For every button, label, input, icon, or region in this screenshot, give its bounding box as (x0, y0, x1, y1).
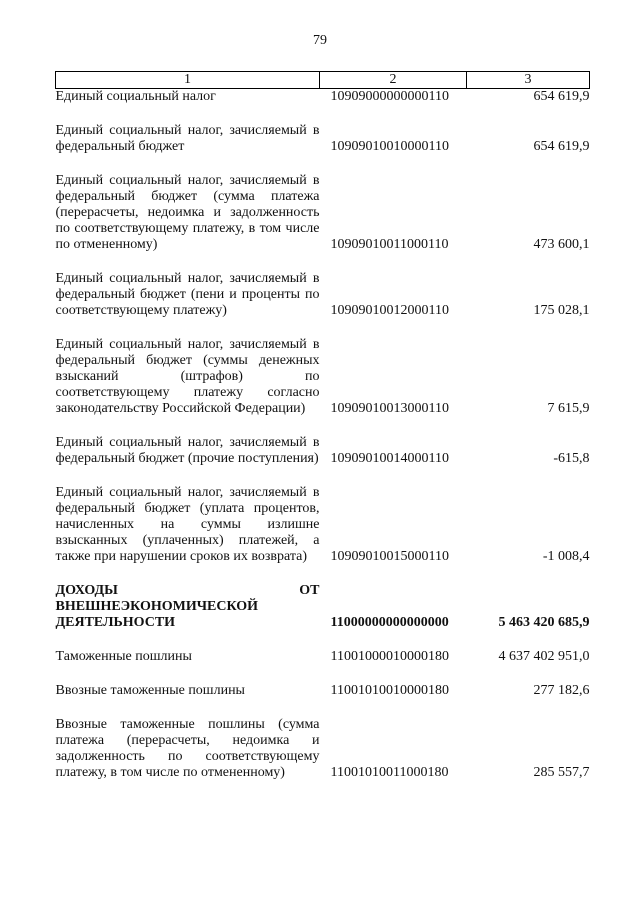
row-code-cell: 11001000010000180 (330, 649, 449, 664)
row-amount-cell: 654 619,9 (533, 139, 590, 154)
row-name-cell: Ввозные таможенные пошлины (сумма платежа (перерасчеты, недоимка и задолженность по соответствующему платежу, в том числе по отмененному) (55, 717, 320, 780)
row-amount-cell: 4 637 402 951,0 (498, 649, 590, 664)
page-number: 79 (313, 33, 327, 48)
row-code-cell: 10909010012000110 (330, 303, 449, 318)
row-amount-cell: -1 008,4 (542, 549, 590, 564)
row-spacer (56, 467, 590, 485)
table-row (56, 717, 590, 781)
row-amount-cell: 654 619,9 (533, 89, 590, 104)
row-amount-cell: 5 463 420 685,9 (498, 615, 590, 630)
row-spacer (56, 631, 590, 649)
table-row (56, 89, 590, 106)
row-spacer-cell (56, 319, 590, 337)
table-row (56, 583, 590, 631)
column-header-2: 2 (320, 72, 467, 89)
table-row (56, 485, 590, 565)
row-spacer-cell (56, 699, 590, 717)
row-code-cell: 10909010010000110 (330, 139, 449, 154)
row-code-cell: 11000000000000000 (330, 615, 449, 630)
row-name-cell: Единый социальный налог, зачисляемый в федеральный бюджет (55, 123, 320, 154)
row-spacer-cell (56, 631, 590, 649)
column-header-3: 3 (467, 72, 590, 89)
row-code-cell: 11001010011000180 (330, 765, 449, 780)
row-spacer (56, 665, 590, 683)
column-header-1: 1 (56, 72, 320, 89)
table-row (56, 123, 590, 155)
table-row (56, 649, 590, 665)
row-name-cell: Единый социальный налог, зачисляемый в федеральный бюджет (пени и проценты по соответствующему платежу) (55, 271, 320, 318)
row-spacer (56, 319, 590, 337)
row-name-cell: Единый социальный налог (55, 89, 216, 104)
row-amount-cell: 473 600,1 (533, 237, 590, 252)
row-spacer-cell (56, 417, 590, 435)
row-amount-cell: 7 615,9 (547, 401, 590, 416)
row-amount-cell: 285 557,7 (533, 765, 590, 780)
row-spacer (56, 253, 590, 271)
row-amount-cell: -615,8 (553, 451, 590, 466)
row-code-cell: 10909010013000110 (330, 401, 449, 416)
row-name-cell: Ввозные таможенные пошлины (55, 683, 245, 698)
table-header-row (56, 72, 590, 89)
budget-table (55, 71, 590, 781)
row-code-cell: 10909010011000110 (330, 237, 449, 252)
row-code-cell: 10909000000000110 (330, 89, 449, 104)
row-spacer (56, 105, 590, 123)
table-row (56, 271, 590, 319)
row-name-cell: Единый социальный налог, зачисляемый в федеральный бюджет (сумма платежа (перерасчеты, недоимка и задолженность по соответствующему платежу, в том числе по отмененному) (55, 173, 320, 252)
row-name-cell: ДОХОДЫ ОТ ВНЕШНЕЭКОНОМИЧЕСКОЙ ДЕЯТЕЛЬНОСТИ (55, 583, 320, 630)
row-code-cell: 11001010010000180 (330, 683, 449, 698)
row-spacer-cell (56, 155, 590, 173)
row-spacer-cell (56, 105, 590, 123)
row-spacer-cell (56, 665, 590, 683)
row-spacer (56, 417, 590, 435)
table-row (56, 435, 590, 467)
row-spacer-cell (56, 467, 590, 485)
row-spacer (56, 565, 590, 583)
row-amount-cell: 175 028,1 (533, 303, 590, 318)
table-row (56, 683, 590, 699)
row-code-cell: 10909010014000110 (330, 451, 449, 466)
table-row (56, 173, 590, 253)
table-row (56, 337, 590, 417)
row-name-cell: Единый социальный налог, зачисляемый в федеральный бюджет (уплата процентов, начисленных на суммы излишне взысканных (уплаченных) платежей, а также при нарушении сроков их возврата) (55, 485, 320, 564)
row-name-cell: Таможенные пошлины (55, 649, 192, 664)
row-amount-cell: 277 182,6 (533, 683, 590, 698)
row-name-cell: Единый социальный налог, зачисляемый в федеральный бюджет (прочие поступления) (55, 435, 320, 466)
row-name-cell: Единый социальный налог, зачисляемый в федеральный бюджет (суммы денежных взысканий (штрафов) по соответствующему платежу согласно законодательству Российской Федерации) (55, 337, 320, 416)
row-spacer-cell (56, 253, 590, 271)
row-spacer (56, 699, 590, 717)
row-spacer-cell (56, 565, 590, 583)
row-spacer (56, 155, 590, 173)
row-code-cell: 10909010015000110 (330, 549, 449, 564)
